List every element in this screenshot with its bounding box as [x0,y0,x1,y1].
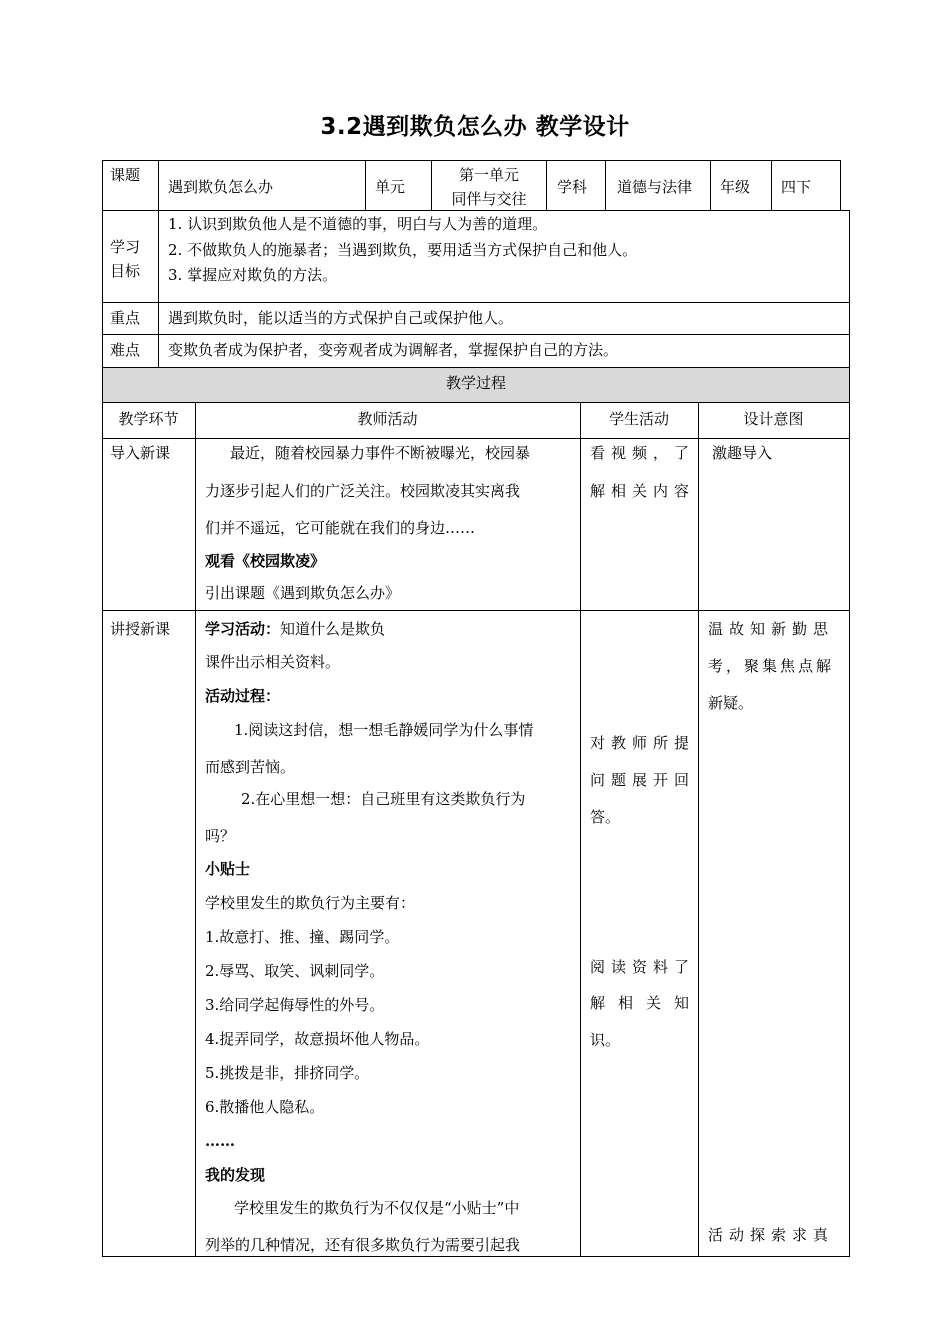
goal-item: 3. 掌握应对欺负的方法。 [168,266,338,284]
discovery-label: 我的发现 [205,1166,266,1184]
tips-item: 5.挑拨是非，排挤同学。 [205,1064,370,1082]
subject-label: 学科 [557,178,588,196]
lecture-step2-b: 吗？ [205,827,236,845]
grade-label: 年级 [720,178,751,196]
intro-student-line: 解相关内容 [590,482,696,500]
lecture-intent-line: 考，聚集焦点解 [708,657,835,675]
activity-label: 学习活动： [205,620,281,638]
intro-lead: 引出课题《遇到欺负怎么办》 [205,584,401,602]
lecture-stage: 讲授新课 [110,620,171,638]
intro-teacher-line: 们并不遥远，它可能就在我们的身边…… [205,519,476,537]
discovery-line: 学校里发生的欺负行为不仅仅是“小贴士”中 [234,1199,520,1217]
goals-label-1: 学习 [110,238,141,256]
tips-intro: 学校里发生的欺负行为主要有： [205,894,416,912]
discovery-line: 列举的几种情况，还有很多欺负行为需要引起我 [205,1236,521,1254]
lecture-intent-line: 新疑。 [708,694,754,712]
tips-item: 3.给同学起侮辱性的外号。 [205,996,385,1014]
column-header: 教师活动 [357,410,418,428]
lecture-student-line: 解相关知 [590,994,703,1012]
tips-item: 4.捉弄同学，故意损坏他人物品。 [205,1030,430,1048]
goal-item: 1. 认识到欺负他人是不道德的事，明白与人为善的道理。 [168,215,548,233]
lecture-step2-a: 2.在心里想一想：自己班里有这类欺负行为 [241,790,526,808]
key-point-value: 遇到欺负时，能以适当的方式保护自己或保护他人。 [168,309,514,327]
intro-student-line: 看视频，了 [590,444,696,462]
lecture-process-label: 活动过程： [205,687,281,705]
grade-value: 四下 [781,178,812,196]
subject-value: 道德与法律 [617,178,693,196]
intro-teacher-line: 最近，随着校园暴力事件不断被曝光，校园暴 [230,444,531,462]
column-header: 学生活动 [608,410,669,428]
intro-intent: 激趣导入 [712,444,773,462]
intro-watch: 观看《校园欺凌》 [205,552,326,570]
lecture-intent-line: 温故知新勤思 [708,620,835,638]
lecture-step1-b: 而感到苦恼。 [205,758,296,776]
lecture-student-line: 识。 [590,1031,621,1049]
lecture-student-line: 问题展开回 [590,771,696,789]
goals-label-2: 目标 [110,262,141,280]
topic-value: 遇到欺负怎么办 [168,178,274,196]
tips-item: 6.散播他人隐私。 [205,1098,325,1116]
unit-value-line2: 同伴与交往 [451,190,527,208]
key-point-label: 重点 [110,309,141,327]
process-title: 教学过程 [445,374,506,392]
column-header: 教学环节 [118,410,179,428]
intro-teacher-line: 力逐步引起人们的广泛关注。校园欺凌其实离我 [205,482,521,500]
lecture-student-line: 对教师所提 [590,734,696,752]
tips-item: …… [205,1132,235,1150]
lecture-intent-line: 活动探索求真 [708,1226,835,1244]
lecture-activity [205,619,385,639]
intro-stage: 导入新课 [110,444,171,462]
goal-item: 2. 不做欺负人的施暴者；当遇到欺负，要用适当方式保护自己和他人。 [168,241,638,259]
tips-item: 1.故意打、推、撞、踢同学。 [205,928,400,946]
tips-label: 小贴士 [205,860,251,878]
page-title: 3.2遇到欺负怎么办 教学设计 [320,114,630,140]
unit-label: 单元 [375,178,406,196]
activity-value: 知道什么是欺负 [280,620,386,638]
unit-value-line1: 第一单元 [458,166,519,184]
lecture-student-line: 阅读资料了 [590,958,696,976]
lecture-courseware: 课件出示相关资料。 [205,653,341,671]
difficulty-label: 难点 [110,341,141,359]
tips-item: 2.辱骂、取笑、讽刺同学。 [205,962,385,980]
lecture-student-line: 答。 [590,808,621,826]
lecture-step1-a: 1.阅读这封信，想一想毛静媛同学为什么事情 [234,721,534,739]
difficulty-value: 变欺负者成为保护者，变旁观者成为调解者，掌握保护自己的方法。 [168,341,619,359]
topic-label: 课题 [110,166,141,184]
column-header: 设计意图 [743,410,804,428]
